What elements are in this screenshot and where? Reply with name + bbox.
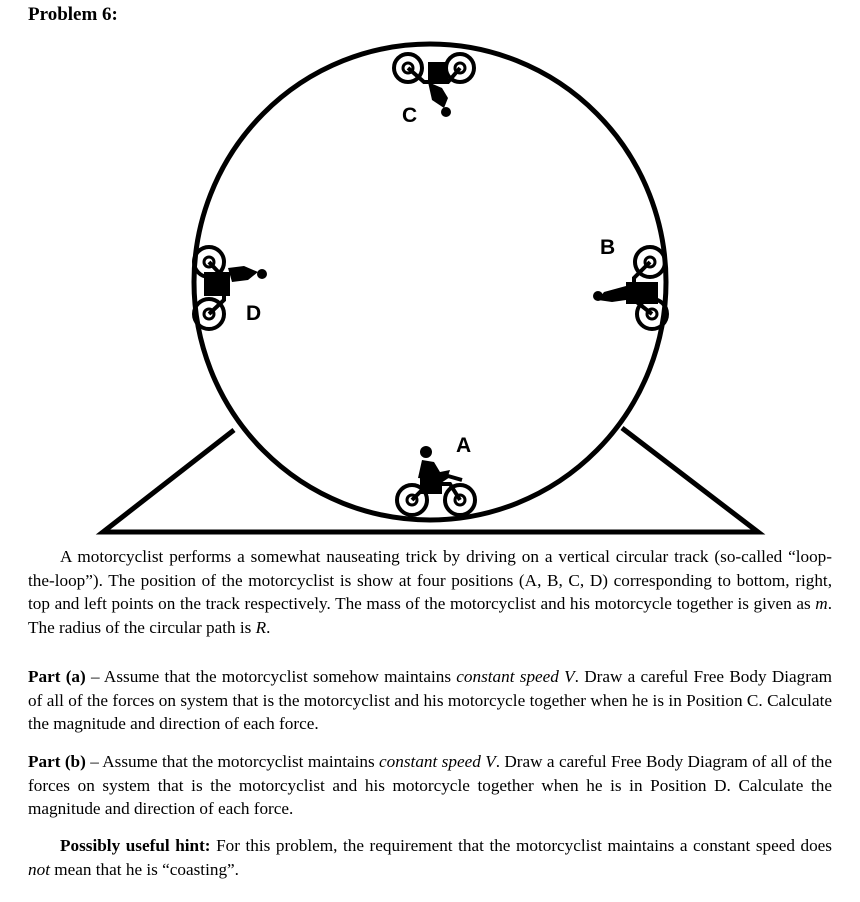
label-a: A (456, 434, 472, 457)
problem-title: Problem 6: (28, 4, 118, 25)
label-d: D (246, 302, 262, 325)
label-c: C (402, 104, 418, 127)
speed-symbol-a: V (564, 667, 575, 686)
motorcyclist-position-b (593, 247, 667, 329)
speed-symbol-b: V (485, 752, 496, 771)
intro-paragraph: A motorcyclist performs a somewhat nauseating trick by driving on a vertical circular track (so-called “loop-the-loop”). The position of the motorcyclist is show at four positions (A, B, C, D) corresponding to bottom, right, top and left points on the track respectively. The mass of the motorcyclist and his motorcycle together is given as m. The radius of the circular path is R. (28, 547, 832, 637)
hint-paragraph: Possibly useful hint: For this problem, the requirement that the motorcyclist maintains a constant speed does not mean that he is “coasting”. (28, 836, 832, 879)
part-b-label: Part (b) (28, 752, 86, 771)
radius-symbol: R (255, 617, 267, 637)
hint-label: Possibly useful hint: (60, 836, 211, 855)
part-a-paragraph: Part (a) – Assume that the motorcyclist somehow maintains constant speed V. Draw a careful Free Body Diagram of all of the forces on system that is the motorcyclist and his motorcycle together when he is in Position C. Calculate the magnitude and direction of each force. (28, 667, 832, 733)
part-a-label: Part (a) (28, 667, 86, 686)
label-b: B (600, 236, 616, 259)
loop-track-diagram (0, 30, 860, 540)
mass-symbol: m (815, 594, 828, 613)
part-b-paragraph: Part (b) – Assume that the motorcyclist maintains constant speed V. Draw a careful Free Body Diagram of all of the forces on system that is the motorcyclist and his motorcycle together when he is in Position D. Calculate the magnitude and direction of each force. (28, 752, 833, 818)
